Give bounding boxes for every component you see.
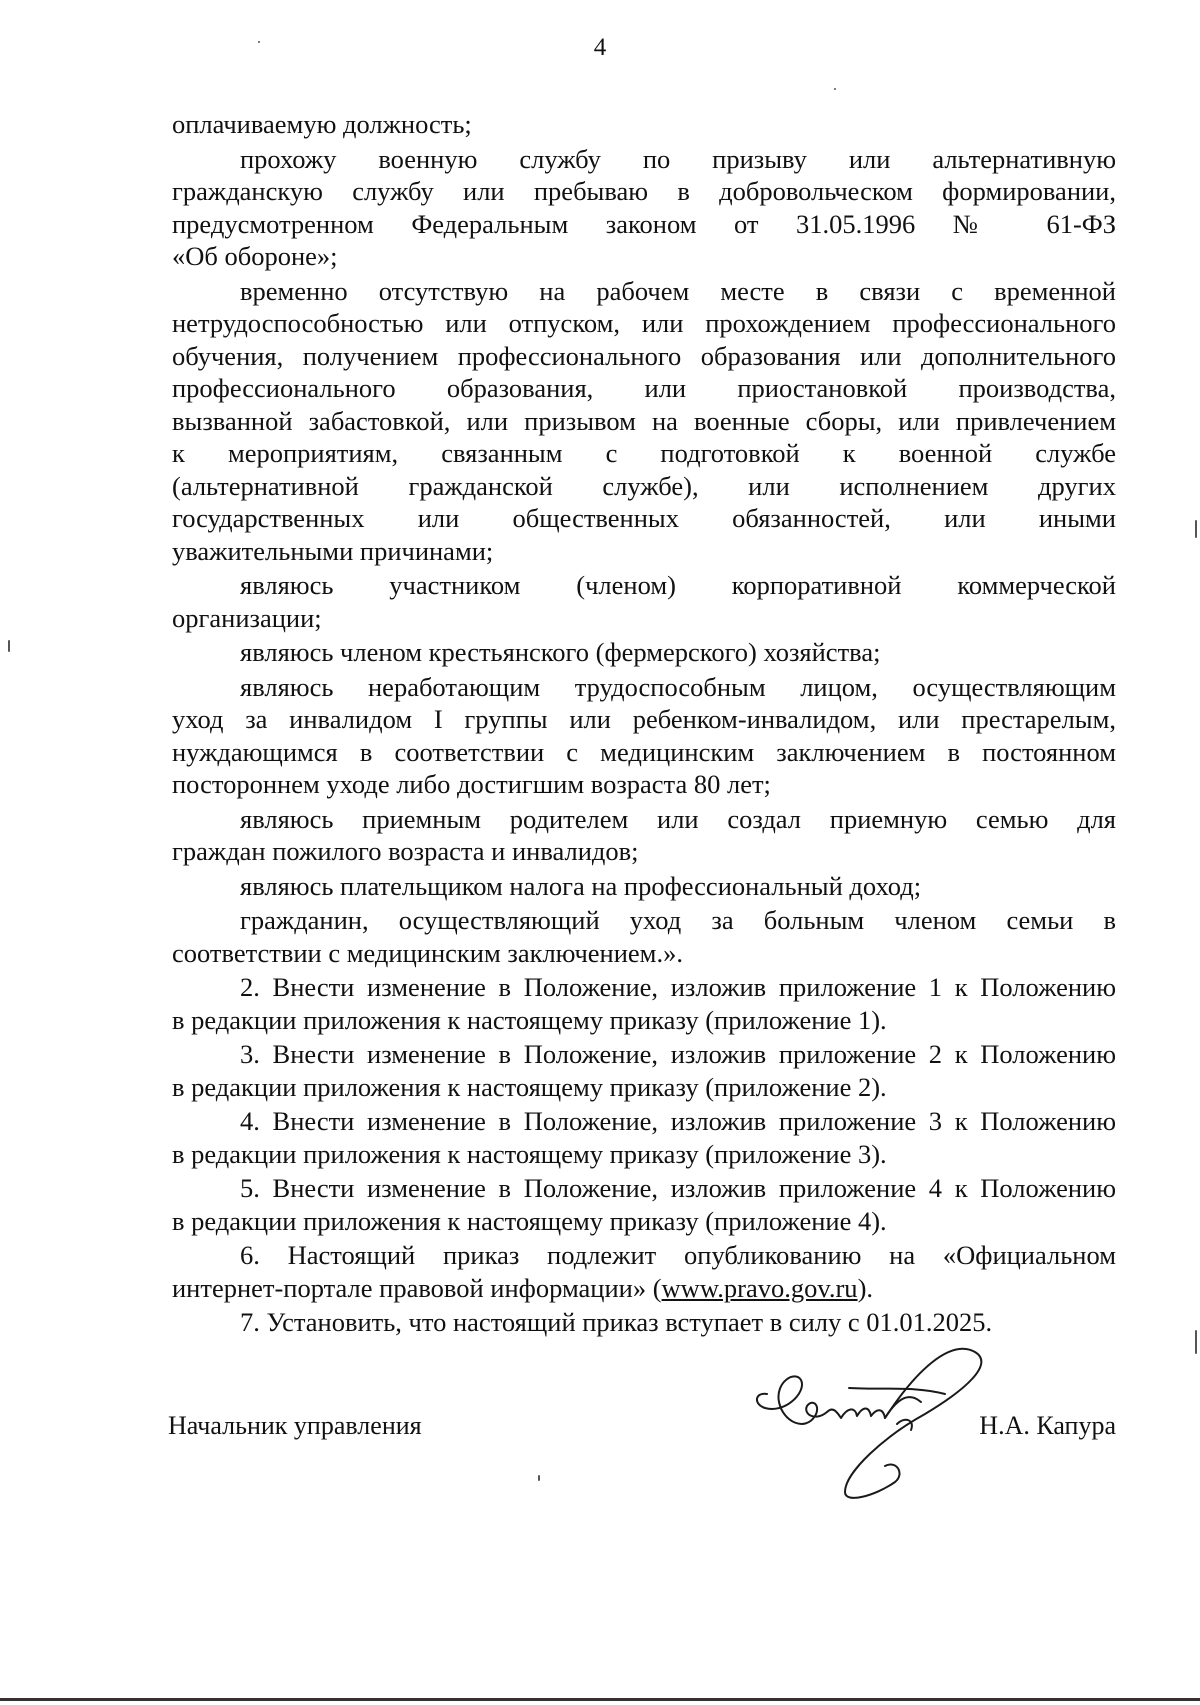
body-line: нетрудоспособностью или отпуском, или прохождением профессионального: [172, 308, 1116, 338]
scan-speck: [1195, 1330, 1197, 1354]
body-line: оплачиваемую должность;: [172, 109, 472, 139]
body-line: (альтернативной гражданской службе), или исполнением других: [172, 470, 1116, 501]
body-line: в редакции приложения к настоящему приказу (приложение 3).: [172, 1138, 887, 1169]
body-line: гражданин, осуществляющий уход за больным членом семьи в: [240, 905, 1116, 935]
scan-speck: [8, 640, 10, 652]
body-line: организации;: [172, 602, 322, 633]
page-number: 4: [593, 34, 607, 61]
body-line: являюсь плательщиком налога на профессиональный доход;: [240, 870, 922, 901]
body-line: предусмотренном Федеральным законом от 31.05.1996 № 61-ФЗ: [172, 208, 1116, 239]
scan-speck: [834, 88, 836, 90]
body-line: 7. Установить, что настоящий приказ вступает в силу с 01.01.2025.: [240, 1307, 993, 1337]
body-line: вызванной забастовкой, или призывом на военные сборы, или привлечением: [172, 405, 1116, 436]
body-line: в редакции приложения к настоящему приказу (приложение 2).: [172, 1071, 887, 1102]
body-line: обучения, получением профессионального образования или дополнительного: [172, 340, 1116, 371]
body-line: в редакции приложения к настоящему приказу (приложение 4).: [172, 1205, 887, 1236]
body-line: постороннем уходе либо достигшим возраста 80 лет;: [172, 769, 771, 799]
signer-name: Н.А. Капура: [979, 1411, 1116, 1440]
body-line: являюсь членом крестьянского (фермерского) хозяйства;: [240, 637, 881, 667]
scan-speck: [258, 41, 260, 43]
body-line: профессионального образования, или приостановкой производства,: [172, 373, 1116, 403]
body-line-with-link: интернет-портале правовой информации» (www.pravo.gov.ru).: [172, 1272, 874, 1303]
body-line: граждан пожилого возраста и инвалидов;: [172, 836, 639, 866]
body-line: в редакции приложения к настоящему приказу (приложение 1).: [172, 1004, 887, 1035]
body-line: являюсь участником (членом) корпоративной коммерческой: [240, 570, 1116, 600]
body-line: соответствии с медицинским заключением.».: [172, 937, 683, 968]
body-line: 4. Внести изменение в Положение, изложив приложение 3 к Положению: [240, 1106, 1116, 1136]
body-line: являюсь неработающим трудоспособным лицом, осуществляющим: [240, 671, 1116, 702]
body-line: прохожу военную службу по призыву или альтернативную: [240, 143, 1116, 174]
body-line: временно отсутствую на рабочем месте в связи с временной: [240, 275, 1116, 306]
body-line: нуждающимся в соответствии с медицинским заключением в постоянном: [172, 736, 1116, 767]
body-line: 2. Внести изменение в Положение, изложив приложение 1 к Положению: [240, 972, 1116, 1002]
body-line: государственных или общественных обязанностей, или иными: [172, 503, 1116, 533]
scan-edge-line: [0, 1698, 1200, 1701]
body-line: гражданскую службу или пребываю в добровольческом формировании,: [172, 176, 1116, 206]
pravo-link[interactable]: www.pravo.gov.ru: [661, 1272, 858, 1303]
body-line: к мероприятиям, связанным с подготовкой к военной службе: [172, 438, 1116, 468]
body-line: 5. Внести изменение в Положение, изложив приложение 4 к Положению: [240, 1173, 1116, 1203]
scan-speck: [1195, 520, 1197, 538]
body-line: 6. Настоящий приказ подлежит опубликованию на «Официальном: [240, 1240, 1116, 1270]
body-line: 3. Внести изменение в Положение, изложив приложение 2 к Положению: [240, 1039, 1116, 1069]
body-line: являюсь приемным родителем или создал приемную семью для: [240, 803, 1116, 834]
handwritten-signature: [745, 1332, 995, 1502]
document-body: [172, 108, 1116, 1339]
body-line: уважительными причинами;: [172, 535, 494, 566]
scan-speck: [538, 1475, 540, 1481]
body-line: уход за инвалидом I группы или ребенком-инвалидом, или престарелым,: [172, 704, 1116, 734]
body-line: «Об обороне»;: [172, 241, 338, 271]
signature-block: [0, 1410, 1200, 1500]
signer-title: Начальник управления: [168, 1411, 422, 1440]
